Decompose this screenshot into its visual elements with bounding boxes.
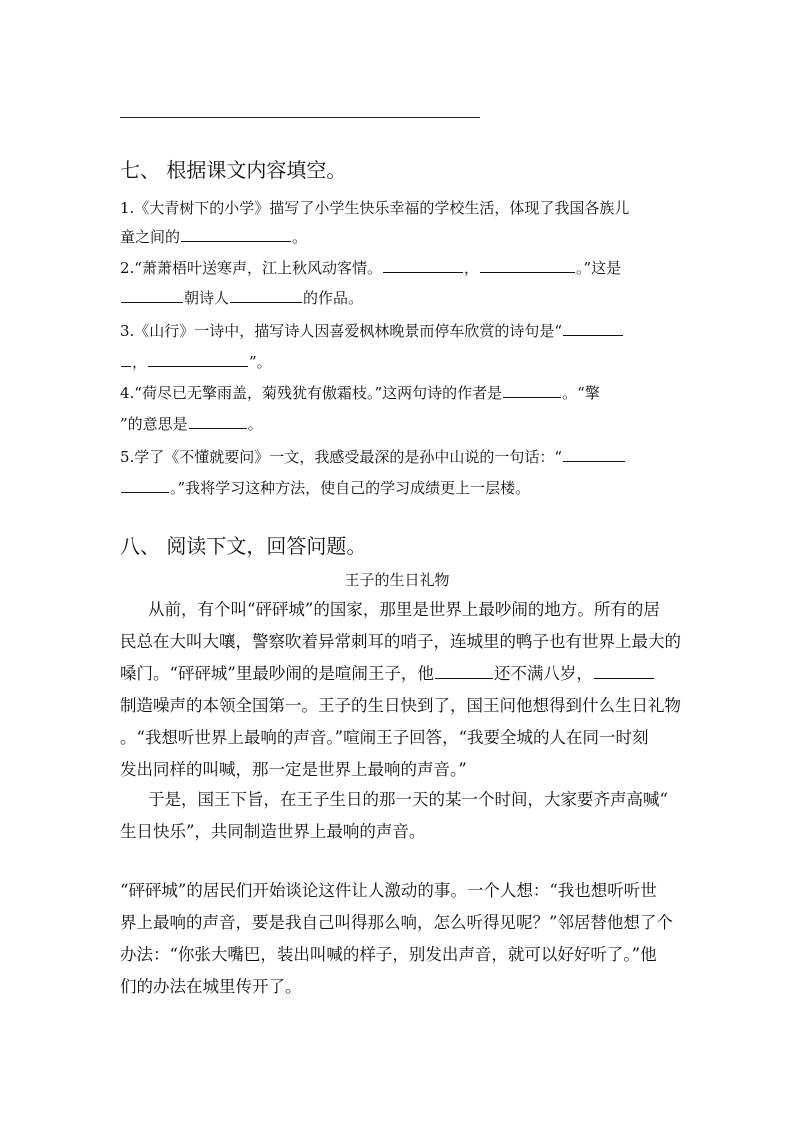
answer-blank[interactable] [383, 271, 463, 273]
story-title: 王子的生日礼物 [344, 571, 450, 589]
question-2-dynasty: 朝诗人 [184, 289, 230, 307]
question-2-comma: ， [463, 259, 479, 277]
story-paragraph-2-line-2: 生日快乐”，共同制造世界上最响的声音。 [120, 822, 426, 841]
question-1-line-1: 1.《大青树下的小学》描写了小学生快乐幸福的学校生活，体现了我国各族儿 [120, 199, 630, 217]
question-5-line-2 [120, 478, 530, 498]
question-1-text: 童之间的 [120, 228, 181, 246]
question-2-line-1 [120, 258, 621, 278]
section-7-title: 七、 根据课文内容填空。 [120, 158, 347, 182]
question-3-line-1 [120, 321, 624, 341]
answer-blank[interactable] [480, 271, 575, 273]
answer-blank[interactable] [435, 677, 493, 679]
story-paragraph-3-line-4: 们的办法在城里传开了。 [120, 977, 302, 996]
question-4-meaning: ”的意思是 [120, 415, 188, 433]
answer-line [120, 117, 480, 118]
question-3-comma: ， [132, 353, 148, 371]
story-paragraph-2-line-1: 于是，国王下旨，在王子生日的那一天的某一个时间，大家要齐声高喊“ [148, 790, 668, 809]
story-paragraph-3-line-2: 界上最响的声音，要是我自己叫得那么响，怎么听得见呢？”邻居替他想了个 [120, 913, 673, 932]
story-paragraph-1-line-6: 发出同样的叫喊，那一定是世界上最响的声音。” [120, 760, 467, 779]
answer-blank[interactable] [594, 677, 654, 679]
question-3-line-2 [120, 352, 272, 372]
section-8-title: 八、 阅读下文，回答问题。 [120, 534, 367, 558]
question-2-line-2 [120, 288, 363, 308]
answer-blank[interactable] [121, 365, 131, 367]
question-2-end: 的作品。 [303, 289, 364, 307]
answer-blank[interactable] [563, 334, 623, 336]
answer-blank[interactable] [563, 460, 625, 462]
answer-blank[interactable] [230, 301, 302, 303]
question-2-text: 2.“萧萧梧叶送寒声，江上秋风动客情。 [120, 259, 382, 277]
question-4-line-2 [120, 414, 263, 434]
question-1-end: 。 [292, 228, 308, 246]
question-4-line-1 [120, 383, 600, 403]
question-5-end: 。”我将学习这种方法，使自己的学习成绩更上一层楼。 [170, 479, 531, 497]
question-3-end: ”。 [249, 353, 272, 371]
answer-blank[interactable] [181, 240, 291, 242]
answer-blank[interactable] [121, 301, 183, 303]
story-paragraph-1-line-3 [120, 663, 655, 685]
answer-blank[interactable] [121, 491, 169, 493]
answer-blank[interactable] [148, 365, 248, 367]
question-4-text: 4.“荷尽已无擎雨盖，菊残犹有傲霜枝。”这两句诗的作者是 [120, 384, 503, 402]
answer-blank[interactable] [189, 427, 247, 429]
question-5-line-1 [120, 447, 626, 467]
story-paragraph-3-line-1: “砰砰城”的居民们开始谈论这件让人激动的事。一个人想：“我也想听听世 [120, 881, 657, 900]
question-5-text: 5.学了《不懂就要问》一文，我感受最深的是孙中山说的一句话：“ [120, 448, 562, 466]
question-4-end: 。 [247, 415, 263, 433]
question-3-text: 3.《山行》一诗中，描写诗人因喜爱枫林晚景而停车欣赏的诗句是“ [120, 322, 562, 340]
story-paragraph-3-line-3: 办法：“你张大嘴巴，装出叫喊的样子，别发出声音，就可以好好听了。”他 [120, 945, 657, 964]
story-paragraph-1-line-5: 。“我想听世界上最响的声音。”喧闹王子回答，“我要全城的人在同一时刻 [120, 728, 649, 747]
question-4-mid: 。“擎 [562, 384, 600, 402]
question-2-tail: 。”这是 [576, 259, 622, 277]
question-1-line-2 [120, 227, 307, 247]
answer-blank[interactable] [503, 396, 561, 398]
story-paragraph-1-line-1: 从前，有个叫“砰砰城”的国家，那里是世界上最吵闹的地方。所有的居 [148, 600, 660, 619]
story-paragraph-1-line-2: 民总在大叫大嚷，警察吹着异常刺耳的哨子，连城里的鸭子也有世界上最大的 [120, 632, 681, 651]
story-paragraph-1-line-4: 制造噪声的本领全国第一。王子的生日快到了，国王问他想得到什么生日礼物 [120, 696, 681, 715]
story-text: 嗓门。“砰砰城”里最吵闹的是喧闹王子，他 [120, 664, 434, 683]
story-text: 还不满八岁， [493, 664, 593, 683]
